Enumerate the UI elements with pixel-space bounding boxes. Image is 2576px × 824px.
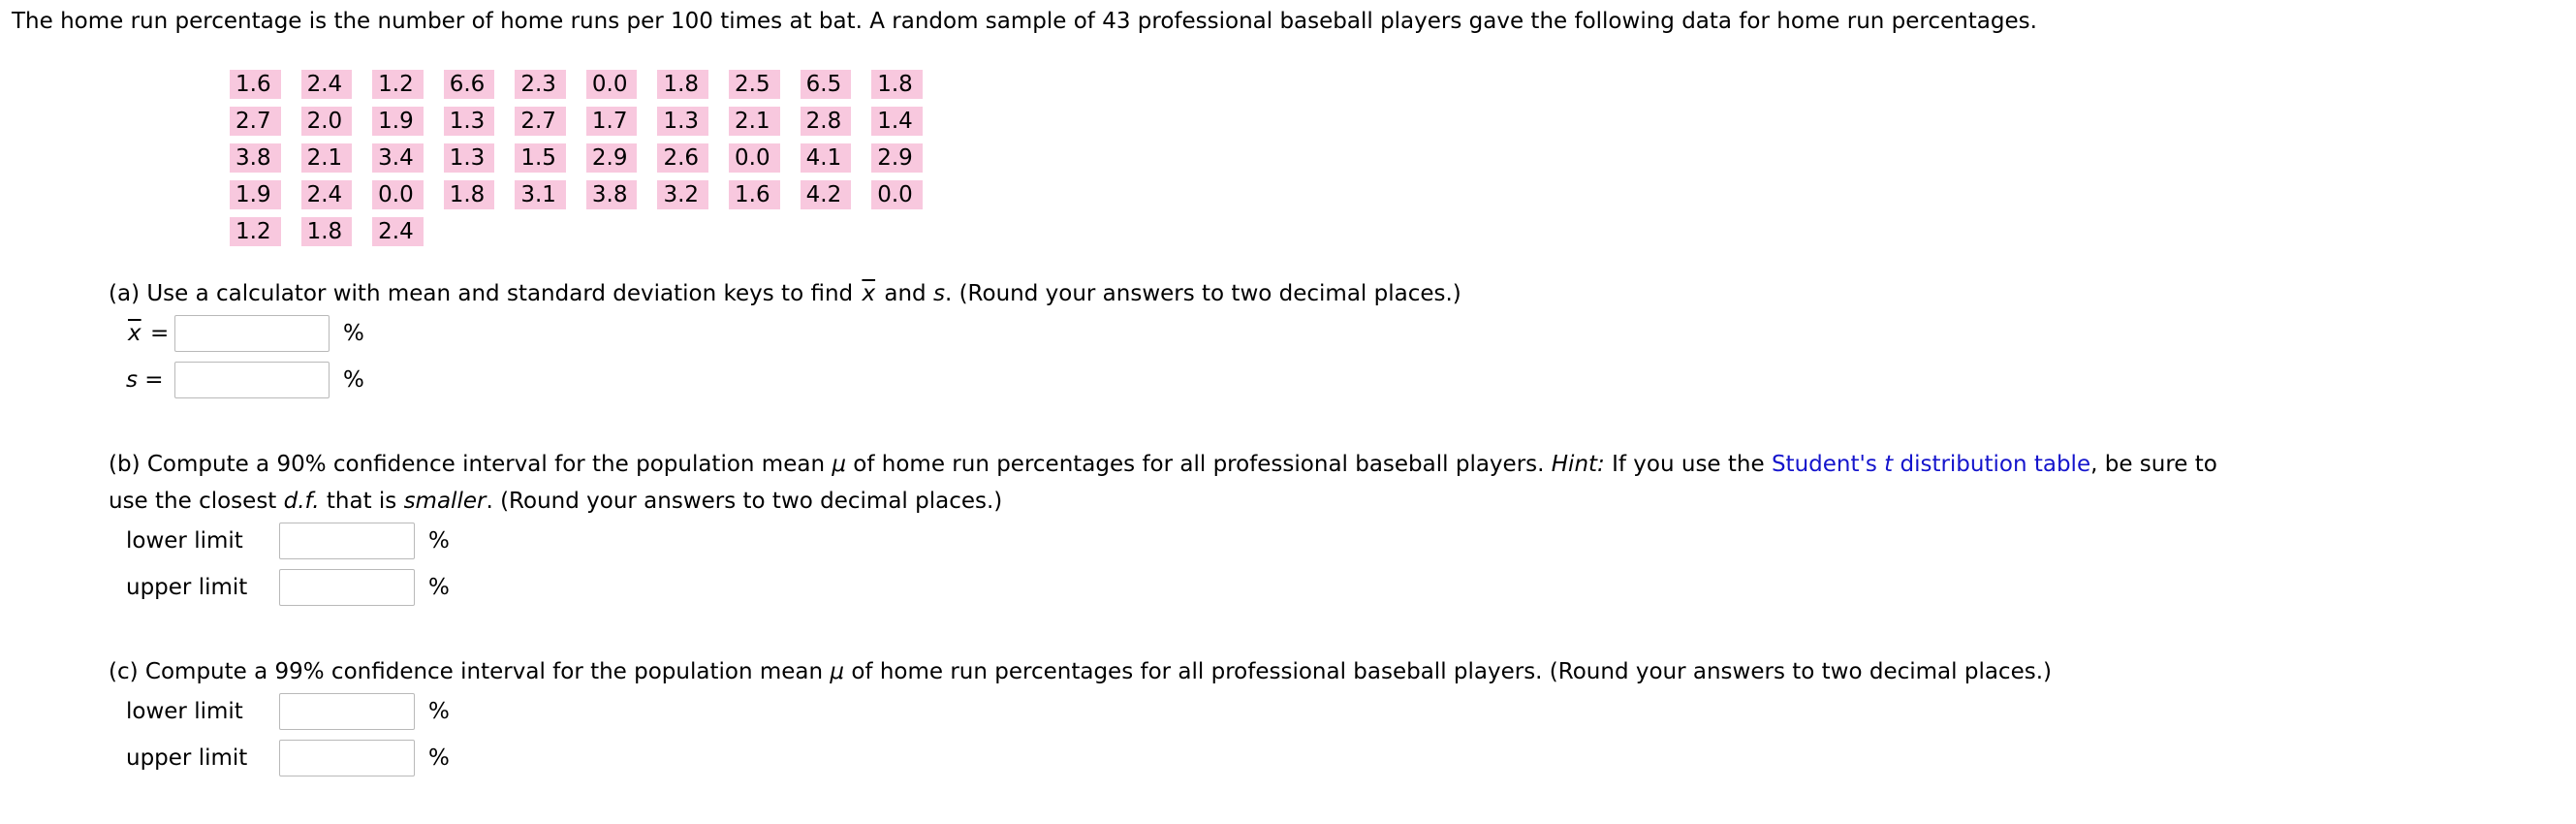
data-row <box>230 180 923 209</box>
data-value-cell: 1.9 <box>230 180 281 209</box>
hint-label: Hint: <box>1551 452 1605 477</box>
part-a-prompt <box>109 275 2576 312</box>
data-value-cell: 2.5 <box>729 70 780 99</box>
data-value-cell: 1.8 <box>444 180 495 209</box>
data-value-cell: 1.3 <box>657 107 708 136</box>
data-value-cell: 0.0 <box>729 143 780 173</box>
data-value-cell: 6.6 <box>444 70 495 99</box>
data-value-cell: 0.0 <box>871 180 923 209</box>
data-row <box>230 217 923 246</box>
upper-limit-label: upper limit <box>126 575 248 600</box>
data-value-cell: 2.6 <box>657 143 708 173</box>
home-run-data-table <box>209 62 943 254</box>
part-b-text-5: use the closest <box>109 489 284 514</box>
x-bar-symbol: $\overline{x}$ <box>128 321 141 346</box>
data-value-cell: 3.8 <box>586 180 638 209</box>
part-b-text-7: . (Round your answers to two decimal places.) <box>486 489 1003 514</box>
students-t-table-link[interactable] <box>1772 452 2090 477</box>
percent-sign: % <box>343 321 364 346</box>
part-c-lower-limit-row <box>126 692 2576 731</box>
part-a-text-3: . (Round your answers to two decimal places.) <box>944 281 1461 306</box>
part-b-text-3: If you use the <box>1604 452 1772 477</box>
lower-limit-label: lower limit <box>126 528 243 554</box>
question-intro-text: The home run percentage is the number of home runs per 100 times at bat. A random sample of 43 professional baseball players gave the following data for home run percentages. <box>12 9 2037 34</box>
data-value-cell: 1.8 <box>657 70 708 99</box>
data-value-cell: 4.2 <box>801 180 852 209</box>
part-b-text-2: of home run percentages for all professional baseball players. <box>845 452 1552 477</box>
data-value-cell: 2.1 <box>729 107 780 136</box>
part-b-upper-limit-input[interactable] <box>279 569 415 606</box>
part-b-section <box>109 446 2576 607</box>
data-value-cell: 1.8 <box>301 217 353 246</box>
part-c-text-1: (c) Compute a 99% confidence interval for the population mean <box>109 659 831 684</box>
data-value-cell: 2.4 <box>301 70 353 99</box>
part-a-text-1: (a) Use a calculator with mean and standard deviation keys to find <box>109 281 861 306</box>
part-a-text-2: and <box>877 281 933 306</box>
equals-sign: = <box>149 321 170 346</box>
data-row <box>230 70 923 99</box>
data-value-cell: 1.3 <box>444 107 495 136</box>
xbar-answer-row <box>126 314 2576 353</box>
data-value-cell: 1.5 <box>515 143 566 173</box>
xbar-label <box>126 321 174 346</box>
data-value-cell: 1.3 <box>444 143 495 173</box>
data-value-cell: 2.7 <box>230 107 281 136</box>
s-answer-row <box>126 361 2576 399</box>
link-text-post: distribution table <box>1893 452 2091 477</box>
data-value-cell: 3.2 <box>657 180 708 209</box>
data-value-cell: 0.0 <box>372 180 424 209</box>
x-bar-symbol: $\overline{x}$ <box>862 281 876 306</box>
s-input[interactable] <box>174 362 330 398</box>
data-value-cell: 1.8 <box>871 70 923 99</box>
smaller-word: smaller <box>403 489 487 514</box>
part-c-upper-limit-row <box>126 739 2576 777</box>
data-value-cell: 2.0 <box>301 107 353 136</box>
data-value-cell: 1.6 <box>230 70 281 99</box>
data-value-cell: 2.4 <box>372 217 424 246</box>
data-value-cell: 3.1 <box>515 180 566 209</box>
part-b-lower-limit-input[interactable] <box>279 523 415 559</box>
part-b-lower-limit-row <box>126 522 2576 560</box>
data-value-cell: 1.4 <box>871 107 923 136</box>
data-value-cell: 3.8 <box>230 143 281 173</box>
data-value-cell: 2.8 <box>801 107 852 136</box>
upper-limit-label: upper limit <box>126 745 248 771</box>
part-c-prompt <box>109 653 2576 690</box>
data-value-cell: 1.6 <box>729 180 780 209</box>
mu-symbol: μ <box>830 659 845 684</box>
s-symbol: s <box>932 281 945 306</box>
link-text-pre: Student's <box>1771 452 1885 477</box>
s-label <box>126 367 174 393</box>
data-value-cell: 2.7 <box>515 107 566 136</box>
data-value-cell: 1.9 <box>372 107 424 136</box>
part-c-upper-limit-input[interactable] <box>279 740 415 776</box>
lower-limit-label: lower limit <box>126 699 243 724</box>
part-b-text-6: that is <box>319 489 404 514</box>
data-value-cell: 1.2 <box>372 70 424 99</box>
percent-sign: % <box>428 528 450 554</box>
data-value-cell: 4.1 <box>801 143 852 173</box>
part-b-text-4: , be sure to <box>2090 452 2217 477</box>
data-value-cell: 2.9 <box>871 143 923 173</box>
part-a-section <box>109 275 2576 399</box>
part-c-section <box>109 653 2576 777</box>
data-row <box>230 107 923 136</box>
s-symbol: s <box>126 367 138 393</box>
data-value-cell: 2.1 <box>301 143 353 173</box>
mu-symbol: μ <box>832 452 846 477</box>
data-value-cell: 1.2 <box>230 217 281 246</box>
data-value-cell: 2.3 <box>515 70 566 99</box>
data-value-cell: 2.9 <box>586 143 638 173</box>
percent-sign: % <box>428 699 450 724</box>
percent-sign: % <box>428 745 450 771</box>
percent-sign: % <box>343 367 364 393</box>
data-value-cell: 3.4 <box>372 143 424 173</box>
percent-sign: % <box>428 575 450 600</box>
data-value-cell: 1.7 <box>586 107 638 136</box>
part-c-lower-limit-input[interactable] <box>279 693 415 730</box>
part-b-upper-limit-row <box>126 568 2576 607</box>
equals-sign: = <box>144 367 164 393</box>
data-value-cell: 6.5 <box>801 70 852 99</box>
t-symbol: t <box>1884 452 1894 477</box>
part-c-text-2: of home run percentages for all professional baseball players. (Round your answers to two decimal places.) <box>844 659 2052 684</box>
part-b-text-1: (b) Compute a 90% confidence interval for the population mean <box>109 452 832 477</box>
data-value-cell: 0.0 <box>586 70 638 99</box>
data-value-cell: 2.4 <box>301 180 353 209</box>
data-row <box>230 143 923 173</box>
df-abbrev: d.f. <box>283 489 320 514</box>
part-b-prompt <box>109 446 2576 520</box>
xbar-input[interactable] <box>174 315 330 352</box>
